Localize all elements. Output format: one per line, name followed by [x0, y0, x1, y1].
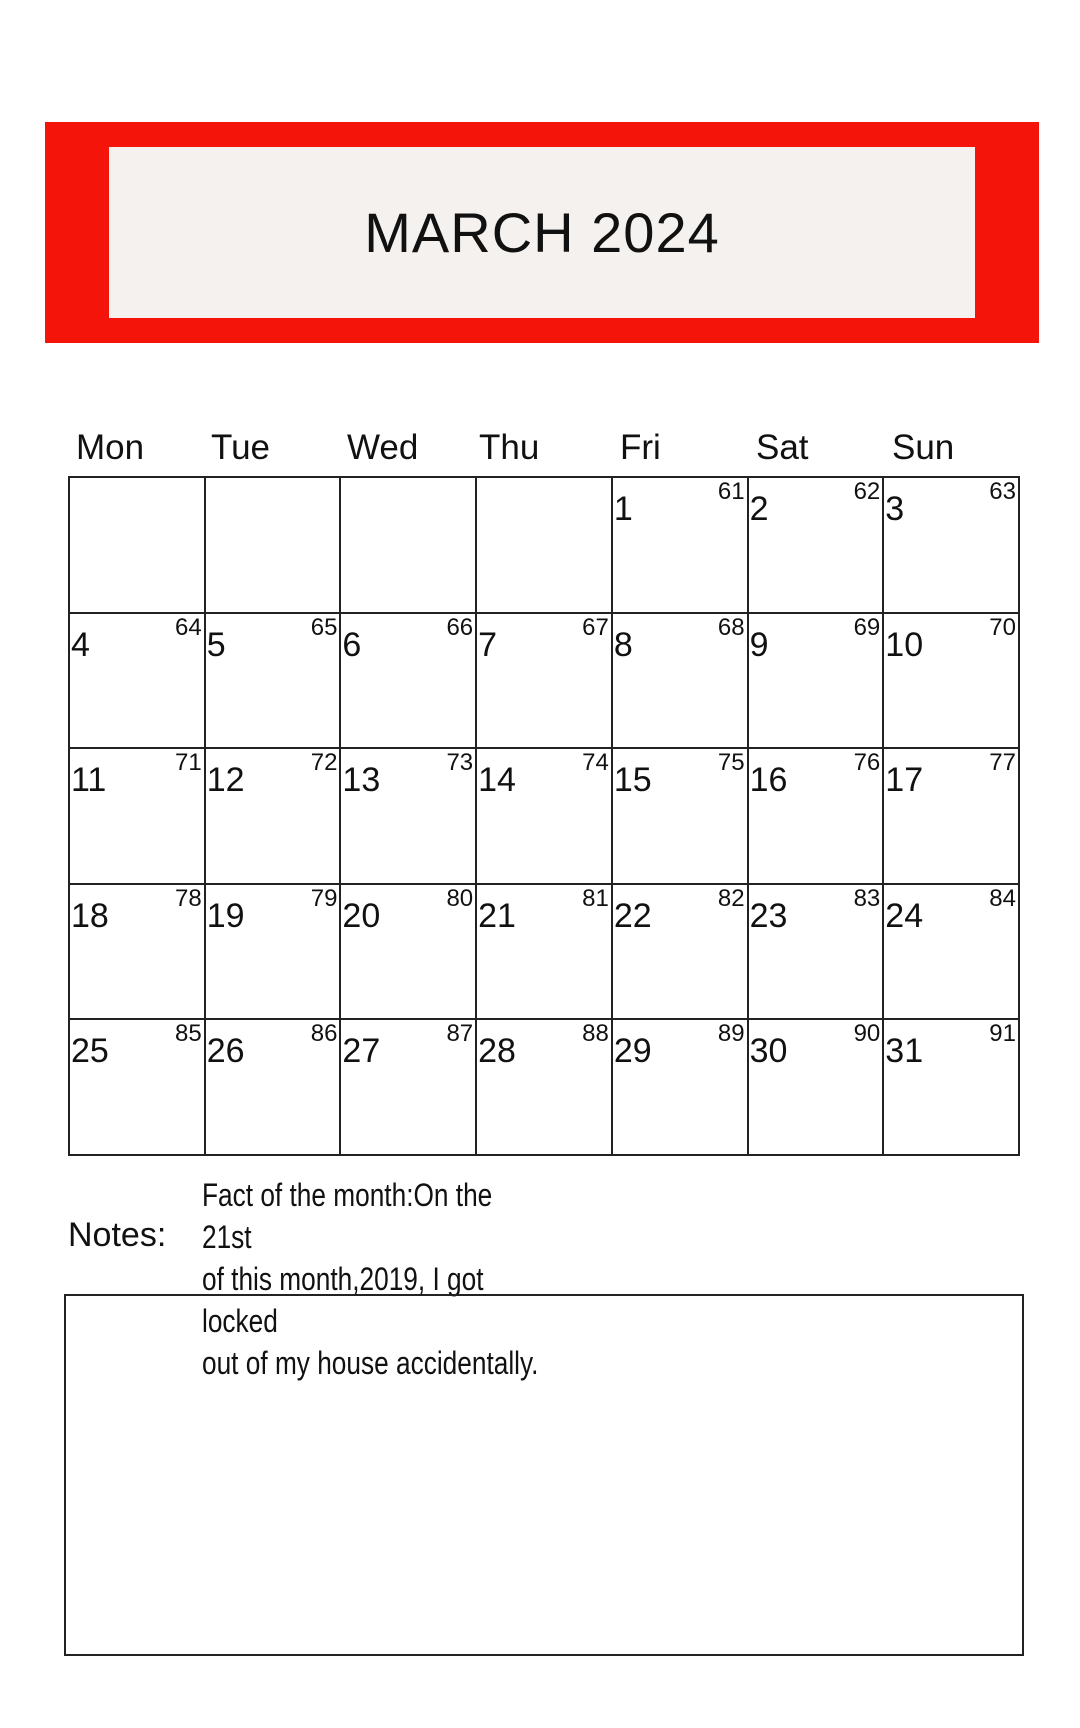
day-of-year: 89 [717, 1020, 745, 1048]
day-number: 31 [885, 1032, 924, 1071]
weekday-wed: Wed [347, 428, 419, 467]
day-cell[interactable] [70, 885, 206, 1021]
day-of-year: 67 [582, 613, 609, 641]
day-of-year: 90 [853, 1020, 881, 1048]
day-cell[interactable] [884, 614, 1020, 750]
day-cell[interactable] [70, 1020, 206, 1156]
day-cell[interactable] [206, 478, 342, 614]
day-cell[interactable] [341, 749, 477, 885]
day-number: 27 [342, 1032, 381, 1071]
calendar-grid [68, 476, 1020, 1156]
day-cell[interactable] [884, 1020, 1020, 1156]
day-cell[interactable] [70, 478, 206, 614]
day-of-year: 86 [310, 1020, 338, 1048]
day-of-year: 61 [717, 478, 745, 505]
weekday-fri: Fri [620, 428, 661, 467]
day-number: 14 [478, 761, 516, 800]
day-cell[interactable] [70, 749, 206, 885]
weekday-tue: Tue [211, 428, 271, 467]
day-number: 17 [885, 761, 924, 800]
weekday-header-row [68, 428, 1020, 478]
day-number: 1 [613, 490, 633, 528]
weekday-sun: Sun [892, 428, 955, 467]
day-number: 12 [206, 761, 245, 800]
day-cell[interactable] [70, 614, 206, 750]
day-cell[interactable] [613, 885, 749, 1021]
calendar-title: MARCH 2024 [364, 201, 720, 264]
fact-line: Fact of the month:On the 21st [202, 1177, 493, 1255]
day-of-year: 84 [989, 884, 1016, 912]
day-of-year: 81 [582, 884, 609, 912]
day-of-year: 82 [717, 884, 745, 912]
day-cell[interactable] [749, 614, 885, 750]
day-of-year: 65 [310, 613, 338, 641]
day-number: 4 [71, 625, 90, 664]
day-cell[interactable] [341, 478, 477, 614]
title-panel [109, 147, 975, 318]
day-number: 16 [749, 761, 788, 800]
day-cell[interactable] [341, 1020, 477, 1156]
day-number: 9 [749, 625, 769, 664]
day-number: 15 [613, 761, 652, 800]
day-of-year: 87 [446, 1020, 474, 1048]
day-of-year: 71 [175, 749, 202, 777]
day-of-year: 68 [717, 613, 745, 641]
notes-label: Notes: [68, 1216, 167, 1254]
day-cell[interactable] [206, 885, 342, 1021]
weekday-mon: Mon [76, 428, 145, 467]
day-number: 11 [71, 761, 107, 800]
day-cell[interactable] [613, 1020, 749, 1156]
day-number: 25 [71, 1032, 109, 1071]
day-number: 22 [613, 896, 652, 935]
day-of-year: 74 [582, 749, 609, 777]
day-cell[interactable] [884, 749, 1020, 885]
title-banner [45, 122, 1039, 343]
day-cell[interactable] [206, 614, 342, 750]
day-of-year: 69 [853, 613, 881, 641]
day-number: 21 [478, 896, 516, 935]
day-cell[interactable] [477, 885, 613, 1021]
day-of-year: 76 [853, 749, 881, 777]
day-cell[interactable] [613, 478, 749, 614]
day-cell[interactable] [613, 614, 749, 750]
day-number: 2 [749, 490, 769, 528]
day-of-year: 64 [175, 613, 202, 641]
day-cell[interactable] [477, 614, 613, 750]
day-number: 5 [206, 625, 226, 664]
day-of-year: 62 [853, 478, 881, 505]
day-number: 8 [613, 625, 633, 664]
day-cell[interactable] [341, 614, 477, 750]
day-cell[interactable] [884, 885, 1020, 1021]
day-of-year: 73 [446, 749, 474, 777]
day-cell[interactable] [206, 749, 342, 885]
fact-line: of this month,2019, I got locked [202, 1261, 484, 1339]
day-number: 7 [478, 625, 498, 664]
day-number: 26 [206, 1032, 245, 1071]
day-cell[interactable] [477, 1020, 613, 1156]
day-of-year: 63 [989, 478, 1016, 505]
day-of-year: 66 [446, 613, 474, 641]
day-cell[interactable] [206, 1020, 342, 1156]
day-number: 18 [71, 896, 109, 935]
fact-line: out of my house accidentally. [202, 1345, 539, 1381]
day-number: 20 [342, 896, 381, 935]
day-of-year: 79 [310, 884, 338, 912]
day-of-year: 85 [175, 1020, 202, 1048]
day-cell[interactable] [477, 749, 613, 885]
day-number: 19 [206, 896, 245, 935]
day-of-year: 78 [175, 884, 202, 912]
day-of-year: 75 [717, 749, 745, 777]
day-number: 13 [342, 761, 381, 800]
day-of-year: 83 [853, 884, 881, 912]
day-cell[interactable] [749, 478, 885, 614]
notes-box[interactable] [64, 1294, 1024, 1656]
day-cell[interactable] [749, 885, 885, 1021]
day-cell[interactable] [749, 1020, 885, 1156]
weekday-thu: Thu [479, 428, 540, 467]
day-number: 23 [749, 896, 788, 935]
day-cell[interactable] [613, 749, 749, 885]
day-cell[interactable] [884, 478, 1020, 614]
day-cell[interactable] [477, 478, 613, 614]
day-cell[interactable] [341, 885, 477, 1021]
day-number: 28 [478, 1032, 516, 1071]
day-number: 6 [342, 625, 362, 664]
weekday-sat: Sat [756, 428, 809, 467]
day-number: 30 [749, 1032, 788, 1071]
day-of-year: 91 [989, 1020, 1016, 1048]
day-of-year: 70 [989, 613, 1016, 641]
day-of-year: 88 [582, 1020, 609, 1048]
day-of-year: 80 [446, 884, 474, 912]
day-cell[interactable] [749, 749, 885, 885]
day-number: 10 [885, 625, 924, 664]
day-number: 3 [885, 490, 905, 528]
day-of-year: 77 [989, 749, 1016, 777]
day-number: 24 [885, 896, 924, 935]
day-number: 29 [613, 1032, 652, 1071]
day-of-year: 72 [310, 749, 338, 777]
